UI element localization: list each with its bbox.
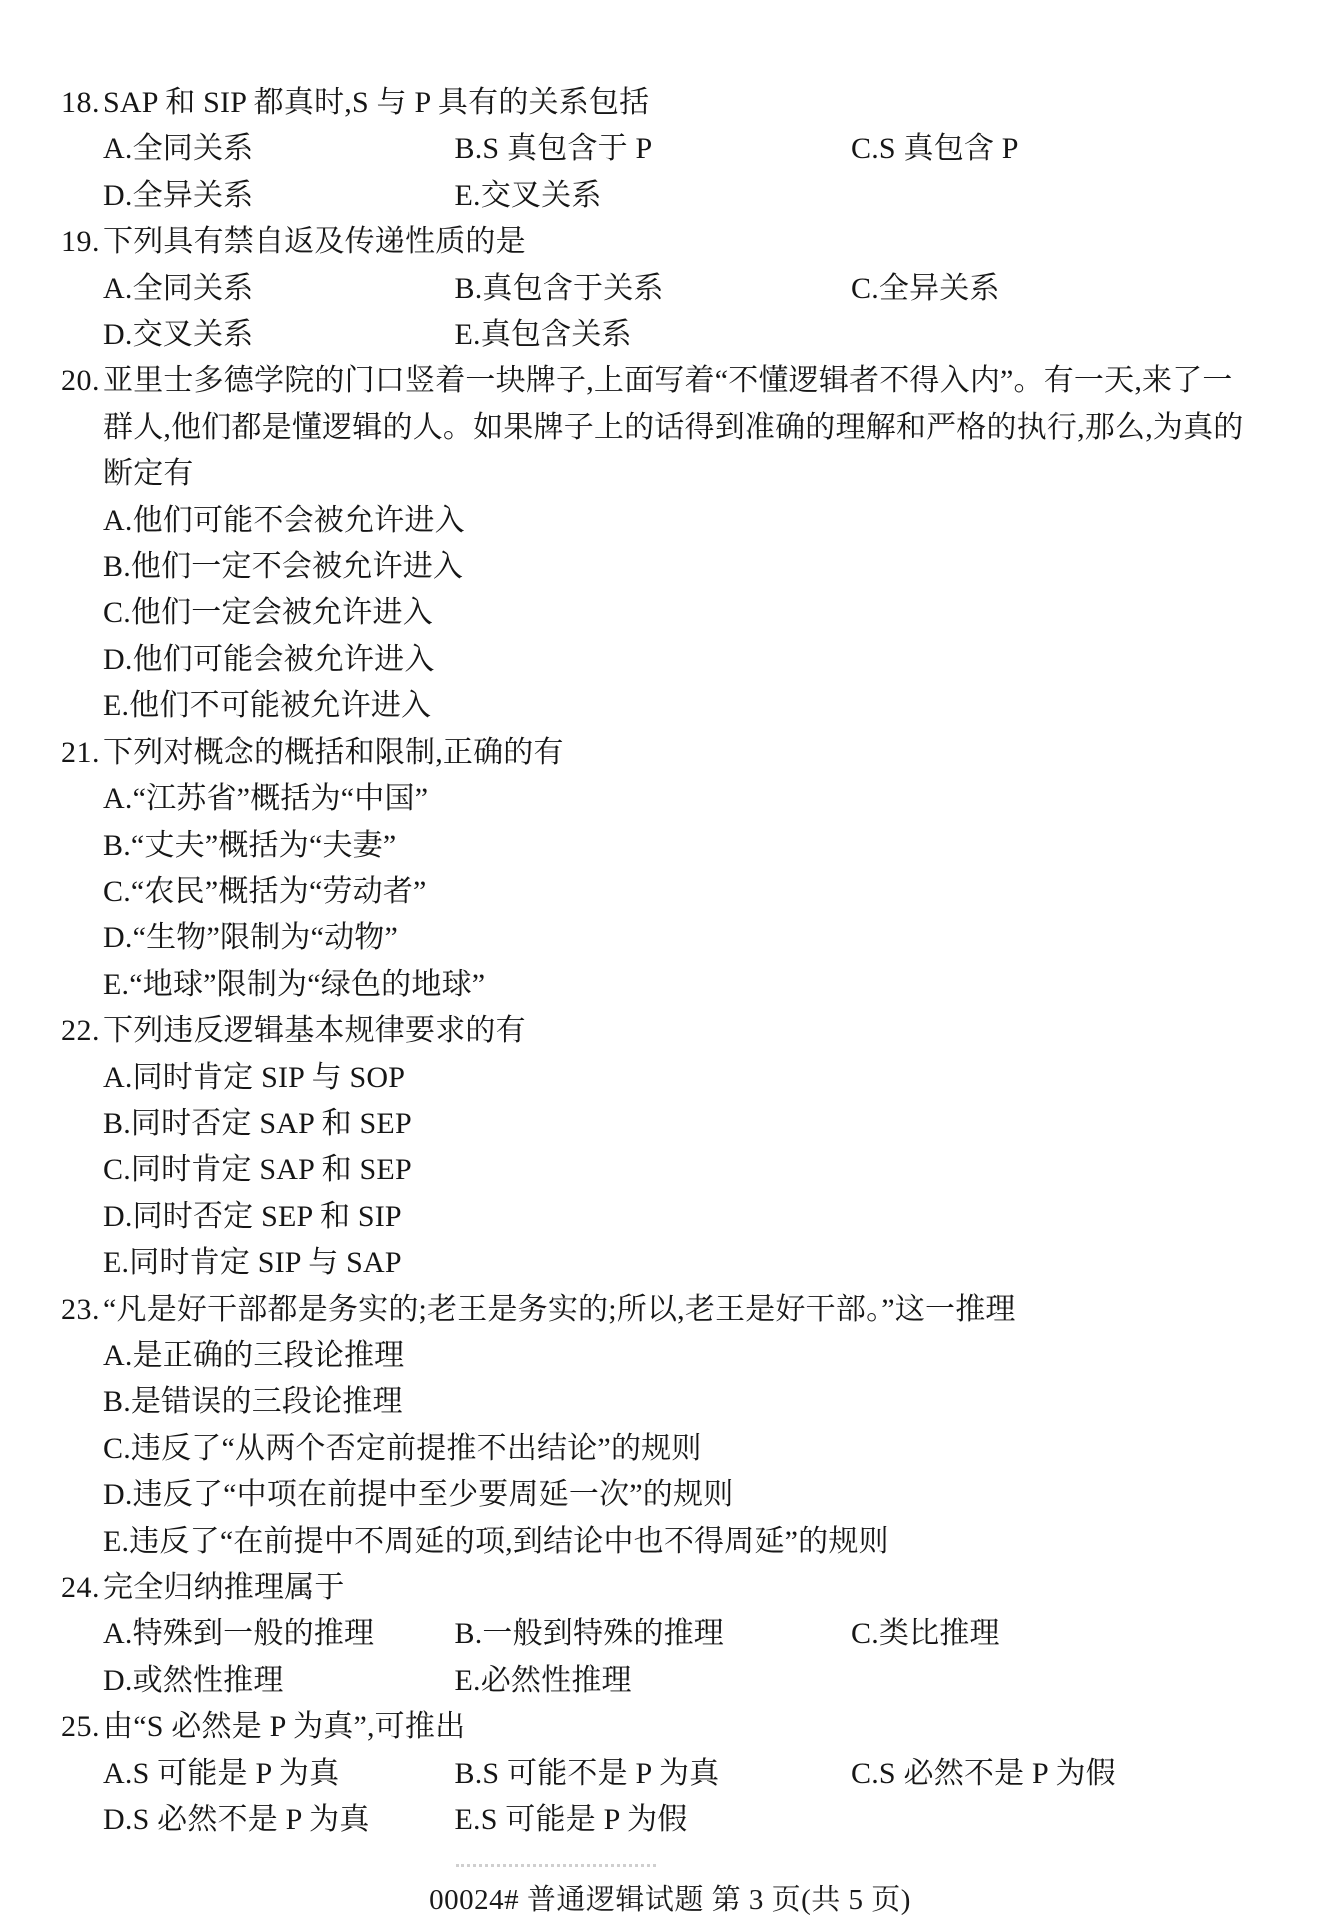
option-row [103, 498, 1333, 544]
option-row [103, 1472, 1333, 1518]
question-18 [61, 80, 1333, 219]
option-e: E.交叉关系 [454, 178, 602, 212]
option-row [103, 312, 1333, 358]
exam-body [61, 80, 1333, 1843]
question-stem-line [61, 1565, 1333, 1611]
question-stem: 群人,他们都是懂逻辑的人。如果牌子上的话得到准确的理解和严格的执行,那么,为真的 [103, 410, 1244, 444]
option-c: C.S 必然不是 P 为假 [851, 1756, 1116, 1790]
question-25 [61, 1704, 1333, 1843]
option-b: B.他们一定不会被允许进入 [103, 550, 464, 584]
question-stem-line [103, 405, 1333, 451]
option-d: D.违反了“中项在前提中至少要周延一次”的规则 [103, 1478, 734, 1512]
option-c: C.S 真包含 P [851, 132, 1019, 166]
question-number: 21. [61, 735, 100, 769]
option-row [103, 126, 1333, 172]
option-row [103, 823, 1333, 869]
option-row [103, 1426, 1333, 1472]
question-stem-line [61, 80, 1333, 126]
option-e: E.同时肯定 SIP 与 SAP [103, 1246, 402, 1280]
option-d: D.S 必然不是 P 为真 [103, 1803, 370, 1837]
option-a: A.S 可能是 P 为真 [103, 1756, 340, 1790]
option-e: E.违反了“在前提中不周延的项,到结论中也不得周延”的规则 [103, 1524, 889, 1558]
question-stem: 下列对概念的概括和限制,正确的有 [103, 735, 564, 769]
option-row [103, 544, 1333, 590]
option-row [103, 1379, 1333, 1425]
question-number: 24. [61, 1571, 100, 1604]
question-23 [61, 1287, 1333, 1565]
option-row [103, 1519, 1333, 1565]
question-stem: “凡是好干部都是务实的;老王是务实的;所以,老王是好干部。”这一推理 [103, 1292, 1016, 1326]
option-c: C.他们一定会被允许进入 [103, 596, 433, 630]
question-stem: SAP 和 SIP 都真时,S 与 P 具有的关系包括 [103, 86, 650, 119]
question-number: 25. [61, 1710, 100, 1744]
option-row [103, 637, 1333, 683]
question-number: 22. [61, 1014, 100, 1048]
option-row [103, 590, 1333, 636]
option-row [103, 1055, 1333, 1101]
option-c: C.“农民”概括为“劳动者” [103, 874, 427, 908]
option-b: B.一般到特殊的推理 [454, 1617, 725, 1651]
option-b: B.是错误的三段论推理 [103, 1385, 403, 1419]
option-d: D.全异关系 [103, 178, 254, 212]
option-row [103, 1797, 1333, 1843]
option-b: B.S 真包含于 P [454, 132, 653, 166]
option-d: D.同时否定 SEP 和 SIP [103, 1199, 402, 1233]
option-row [103, 962, 1333, 1008]
question-21 [61, 730, 1333, 1008]
question-stem: 由“S 必然是 P 为真”,可推出 [103, 1710, 466, 1744]
question-number: 18. [61, 86, 100, 119]
option-row [103, 1658, 1333, 1704]
option-a: A.全同关系 [103, 132, 254, 166]
question-number: 19. [61, 225, 100, 259]
option-row [103, 1147, 1333, 1193]
option-a: A.特殊到一般的推理 [103, 1617, 375, 1651]
option-b: B.真包含于关系 [454, 271, 664, 305]
option-d: D.或然性推理 [103, 1663, 284, 1697]
question-number: 23. [61, 1292, 100, 1326]
option-a: A.全同关系 [103, 271, 254, 305]
option-d: D.他们可能会被允许进入 [103, 642, 435, 676]
option-a: A.“江苏省”概括为“中国” [103, 782, 429, 816]
question-stem: 下列具有禁自返及传递性质的是 [103, 225, 526, 259]
question-22 [61, 1008, 1333, 1286]
question-number: 20. [61, 364, 100, 398]
option-e: E.S 可能是 P 为假 [454, 1803, 688, 1837]
option-e: E.他们不可能被允许进入 [103, 689, 432, 723]
option-row [103, 1194, 1333, 1240]
question-stem: 下列违反逻辑基本规律要求的有 [103, 1014, 526, 1048]
option-row [103, 776, 1333, 822]
question-stem-line [61, 219, 1333, 265]
option-row [103, 1333, 1333, 1379]
scan-artifact [456, 1864, 656, 1867]
question-stem-line [61, 1008, 1333, 1054]
option-e: E.必然性推理 [454, 1663, 632, 1697]
option-c: C.违反了“从两个否定前提推不出结论”的规则 [103, 1431, 702, 1465]
option-row [103, 1611, 1333, 1657]
option-row [103, 683, 1333, 729]
option-row [103, 1240, 1333, 1286]
option-c: C.类比推理 [851, 1617, 1000, 1651]
question-stem-line [103, 451, 1333, 497]
option-row [103, 1751, 1333, 1797]
question-20 [61, 358, 1333, 729]
option-row [103, 266, 1333, 312]
page-footer: 00024# 普通逻辑试题 第 3 页(共 5 页) [429, 1884, 911, 1916]
option-c: C.全异关系 [851, 271, 1000, 305]
option-a: A.同时肯定 SIP 与 SOP [103, 1060, 406, 1094]
question-stem-line [61, 730, 1333, 776]
option-e: E.“地球”限制为“绿色的地球” [103, 967, 486, 1001]
question-stem: 完全归纳推理属于 [103, 1571, 345, 1604]
option-a: A.他们可能不会被允许进入 [103, 503, 465, 537]
option-row [103, 869, 1333, 915]
option-row [103, 173, 1333, 219]
question-stem: 断定有 [103, 457, 194, 491]
option-d: D.“生物”限制为“动物” [103, 921, 399, 955]
option-row [103, 1101, 1333, 1147]
option-row [103, 915, 1333, 961]
option-b: B.S 可能不是 P 为真 [454, 1756, 720, 1790]
option-b: B.同时否定 SAP 和 SEP [103, 1106, 412, 1140]
question-24 [61, 1565, 1333, 1704]
option-b: B.“丈夫”概括为“夫妻” [103, 828, 397, 862]
option-c: C.同时肯定 SAP 和 SEP [103, 1153, 412, 1187]
option-e: E.真包含关系 [454, 318, 632, 352]
question-19 [61, 219, 1333, 358]
question-stem: 亚里士多德学院的门口竖着一块牌子,上面写着“不懂逻辑者不得入内”。有一天,来了一 [103, 364, 1233, 398]
option-d: D.交叉关系 [103, 318, 254, 352]
question-stem-line [61, 1704, 1333, 1750]
question-stem-line [61, 358, 1333, 404]
question-stem-line [61, 1287, 1333, 1333]
option-a: A.是正确的三段论推理 [103, 1338, 405, 1372]
